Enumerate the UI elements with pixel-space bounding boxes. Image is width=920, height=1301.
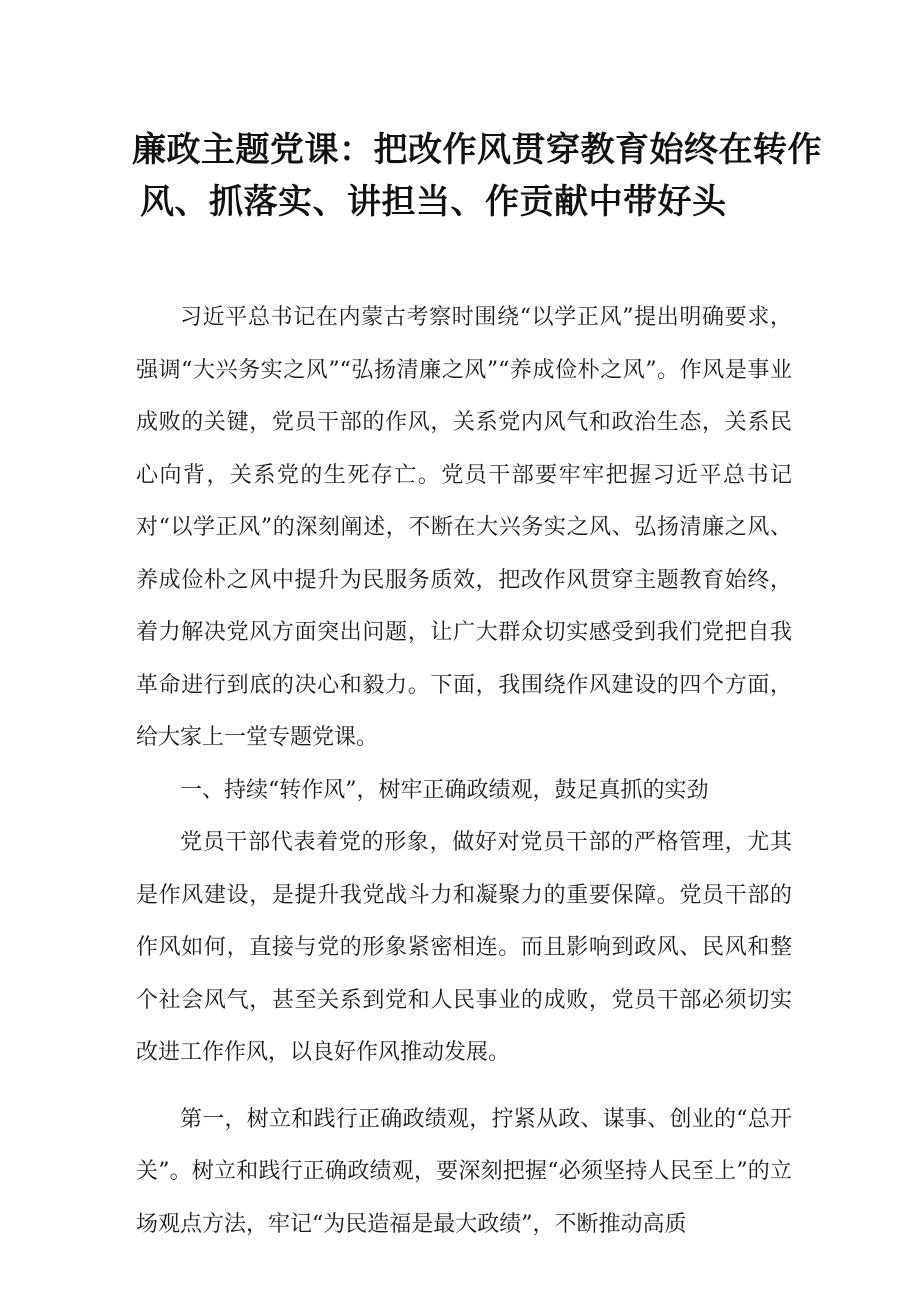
document-title-line-2: 风、抓落实、讲担当、作贡献中带好头 bbox=[140, 182, 727, 222]
intro-paragraph: 习近平总书记在内蒙古考察时围绕“以学正风”提出明确要求，强调“大兴务实之风”“弘扬清廉之风”“养成俭朴之风”。作风是事业成败的关键，党员干部的作风，关系党内风气和政治生态，关系民心向背，关系党的生死存亡。党员干部要牢牢把握习近平总书记对“以学正风”的深刻阐述，不断在大兴务实之风、弘扬清廉之风、养成俭朴之风中提升为民服务质效，把改作风贯穿主题教育始终，着力解决党风方面突出问题，让广大群众切实感受到我们党把自我革命进行到底的决心和毅力。下面，我围绕作风建设的四个方面，给大家上一堂专题党课。 bbox=[136, 305, 792, 750]
document-title-line-1: 廉政主题党课：把改作风贯穿教育始终在转作 bbox=[132, 130, 822, 170]
section-1-paragraph: 党员干部代表着党的形象，做好对党员干部的严格管理，尤其是作风建设，是提升我党战斗力和凝聚力的重要保障。党员干部的作风如何，直接与党的形象紧密相连。而且影响到政风、民风和整个社会风气，甚至关系到党和人民事业的成败，党员干部必须切实改进工作作风，以良好作风推动发展。 bbox=[136, 830, 792, 1065]
document-body bbox=[136, 292, 792, 1251]
section-heading-1: 一、持续“转作风”，树牢正确政绩观，鼓足真抓的实劲 bbox=[180, 777, 709, 803]
point-1-paragraph: 第一，树立和践行正确政绩观，拧紧从政、谋事、创业的“总开关”。树立和践行正确政绩观，要深刻把握“必须坚持人民至上”的立场观点方法，牢记“为民造福是最大政绩”，不断推动高质 bbox=[136, 1106, 792, 1237]
